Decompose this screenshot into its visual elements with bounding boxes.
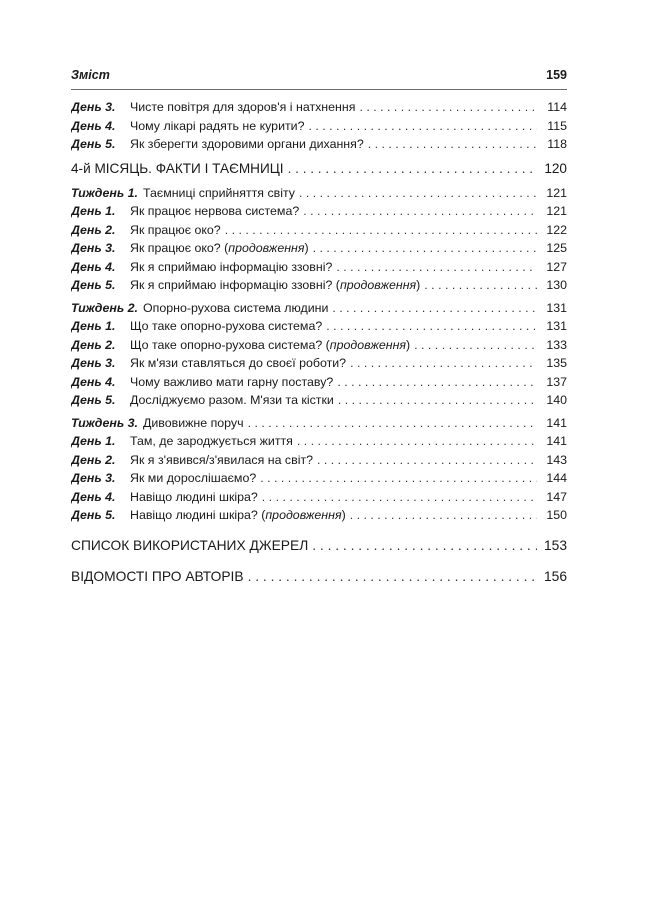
toc-entry-month [71,158,567,180]
dot-leader [424,276,537,294]
toc-entry-day [71,432,567,451]
dot-leader [326,317,537,335]
toc-entry-day [71,488,567,507]
entry-title: Що таке опорно-рухова система? [130,319,323,333]
dot-leader [248,414,537,432]
entry-title: Як ми дорослішаємо? [130,471,257,485]
toc-entry-day [71,135,567,154]
day-label: День 2. [71,337,116,352]
toc-entry-week [71,414,567,433]
entry-page-number: 141 [546,415,567,430]
week-label: Тиждень 1. [71,185,138,200]
dot-leader [350,506,537,524]
dot-leader [332,299,537,317]
dot-leader [299,184,537,202]
toc-entry-day [71,276,567,295]
toc-entry-day [71,98,567,117]
entry-page-number: 114 [547,100,567,114]
entry-title: Як працює око? [130,222,221,237]
toc-entry-day [71,202,567,221]
toc-entry-section [71,535,567,557]
day-label: День 4. [71,489,116,504]
day-label: День 3. [71,100,116,114]
day-label: День 3. [71,471,116,485]
entry-page-number: 137 [546,374,567,389]
toc-entry-day [71,506,567,525]
day-label: День 4. [71,374,116,389]
dot-leader [350,354,537,372]
entry-page-number: 143 [546,452,567,467]
entry-page-number: 121 [546,204,567,218]
day-label: День 5. [71,137,116,151]
entry-page-number: 120 [544,160,567,176]
dot-leader [288,158,537,180]
dot-leader [337,373,537,391]
entry-page-number: 122 [546,222,567,237]
day-label: День 1. [71,434,116,448]
entry-page-number: 121 [546,185,567,200]
toc-page [71,68,567,588]
day-label: День 1. [71,204,116,218]
entry-page-number: 131 [546,319,567,333]
day-label: День 5. [71,278,116,292]
entry-title: 4-й МІСЯЦЬ. ФАКТИ І ТАЄМНИЦІ [71,160,284,176]
dot-leader [338,391,537,409]
day-label: День 3. [71,356,116,370]
entry-title: Як я з'явився/з'явилася на світ? [130,452,314,467]
entry-title: Опорно-рухова система людини [142,300,329,315]
entry-page-number: 140 [546,393,567,407]
dot-leader [297,432,537,450]
entry-title: Чому лікарі радять не курити? [130,118,305,133]
toc-entry-day [71,117,567,136]
entry-page-number: 153 [543,537,567,553]
entry-title: Що таке опорно-рухова система? (продовження) [130,337,411,352]
toc-entry-day [71,451,567,470]
day-label: День 3. [71,241,116,255]
toc-entry-day [71,354,567,373]
entry-page-number: 131 [546,300,567,315]
dot-leader [414,336,537,354]
entry-title: Як я сприймаю інформацію ззовні? [130,259,333,274]
entry-title: Навіщо людині шкіра? [130,489,258,504]
day-label: День 2. [71,222,116,237]
entry-title: Досліджуємо разом. М'язи та кістки [130,393,334,407]
entry-page-number: 147 [546,489,567,504]
toc-entry-day [71,391,567,410]
dot-leader [312,535,537,557]
toc-entry-section [71,566,567,588]
header-page-number: 159 [546,68,567,82]
dot-leader [336,258,537,276]
toc-entry-day [71,239,567,258]
entry-page-number: 127 [546,259,567,274]
toc-entry-week [71,184,567,203]
dot-leader [359,98,537,116]
week-label: Тиждень 2. [71,300,138,315]
dot-leader [303,202,537,220]
day-label: День 2. [71,452,116,467]
entry-page-number: 135 [546,356,567,370]
entry-title: Як я сприймаю інформацію ззовні? (продовження) [130,278,421,292]
entry-page-number: 150 [546,508,567,522]
day-label: День 5. [71,508,116,522]
entry-title: СПИСОК ВИКОРИСТАНИХ ДЖЕРЕЛ [71,537,309,553]
entry-title: Чому важливо мати гарну поставу? [130,374,334,389]
entry-title: Чисте повітря для здоров'я і натхнення [130,100,356,114]
entry-page-number: 141 [546,434,567,448]
dot-leader [317,451,537,469]
entry-title: Таємниці сприйняття світу [142,185,296,200]
day-label: День 4. [71,259,116,274]
entry-title: Навіщо людині шкіра? (продовження) [130,508,346,522]
header-title: Зміст [71,68,110,82]
entry-title: Як зберегти здоровими органи дихання? [130,137,364,151]
entry-page-number: 125 [546,241,567,255]
dot-leader [309,117,538,135]
running-header [71,68,567,90]
toc-entry-day [71,469,567,488]
toc-entry-week [71,299,567,318]
table-of-contents [71,98,567,588]
entry-title: Як працює око? (продовження) [130,241,309,255]
entry-page-number: 130 [546,278,567,292]
entry-title: Як працює нервова система? [130,204,300,218]
dot-leader [313,239,537,257]
toc-entry-day [71,221,567,240]
entry-title: Як м'язи ставляться до своєї роботи? [130,356,347,370]
entry-page-number: 133 [546,337,567,352]
week-label: Тиждень 3. [71,415,138,430]
entry-title: ВІДОМОСТІ ПРО АВТОРІВ [71,568,244,584]
toc-entry-day [71,336,567,355]
day-label: День 1. [71,319,116,333]
entry-title: Дивовижне поруч [142,415,244,430]
toc-entry-day [71,258,567,277]
dot-leader [262,488,537,506]
dot-leader [225,221,537,239]
day-label: День 5. [71,393,116,407]
dot-leader [248,566,537,588]
dot-leader [368,135,537,153]
entry-title: Там, де зароджується життя [130,434,293,448]
day-label: День 4. [71,118,116,133]
entry-page-number: 156 [543,568,567,584]
entry-page-number: 144 [546,471,567,485]
toc-entry-day [71,317,567,336]
entry-page-number: 118 [547,137,567,151]
entry-page-number: 115 [547,118,567,133]
dot-leader [260,469,537,487]
toc-entry-day [71,373,567,392]
